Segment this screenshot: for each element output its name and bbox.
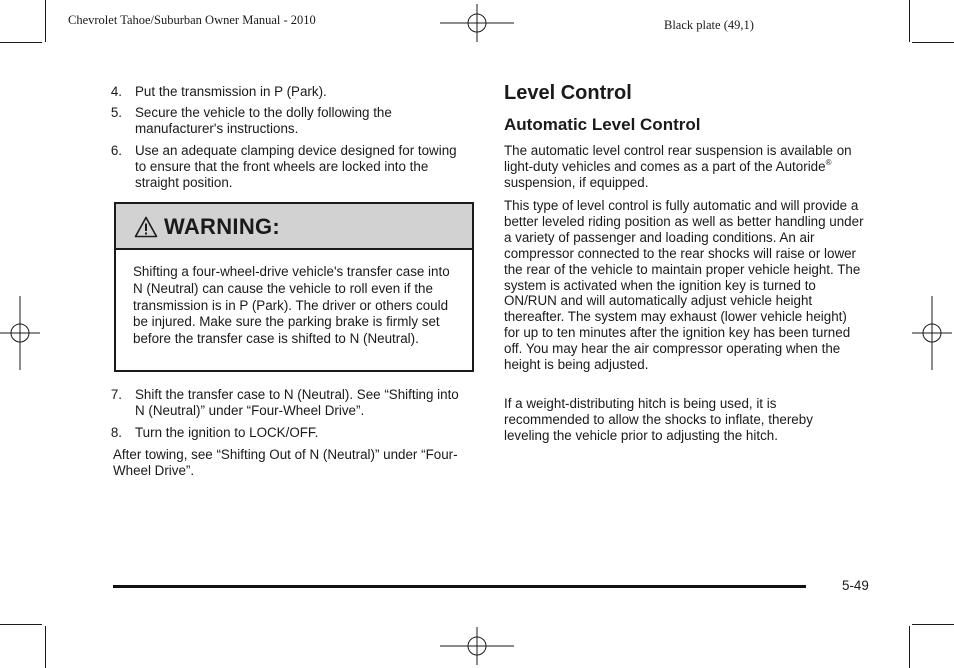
subsection-title: Automatic Level Control (504, 115, 701, 134)
crop-mark-top-left-h (0, 42, 42, 43)
crop-mark-top-right-h (912, 42, 954, 43)
paragraph-1: The automatic level control rear suspension is available on light-duty vehicles and comes as a part of the Autoride® suspension, if equipped. (504, 143, 852, 190)
registered-mark: ® (825, 157, 832, 167)
registration-mark-right-icon (912, 296, 952, 370)
manual-title: Chevrolet Tahoe/Suburban Owner Manual - 2010 (68, 13, 316, 27)
warning-text: Shifting a four-wheel-drive vehicle's transfer case into N (Neutral) can cause the vehicle to roll even if the transmission is in P (Park). The driver or others could be injured. Make sure the parking brake is firmly set before the transfer case is shifted to N (Neutral). (133, 264, 450, 347)
crop-mark-bottom-left-v (45, 626, 46, 668)
crop-mark-bottom-left-h (0, 624, 42, 625)
page-number: 5-49 (842, 578, 869, 593)
footer-rule (113, 585, 806, 588)
warning-header (116, 204, 472, 250)
registration-mark-left-icon (0, 296, 40, 370)
warning-box (114, 202, 474, 372)
crop-mark-bottom-right-h (912, 624, 954, 625)
paragraph-2: This type of level control is fully automatic and will provide a better leveled riding position as well as better handling under a variety of passenger and loading conditions. An air compressor connected to the rear shocks will raise or lower the rear of the vehicle to maintain proper vehicle height. The system is activated when the ignition key is turned to ON/RUN and will automatically adjust vehicle height thereafter. The system may exhaust (lower vehicle height) for up to ten minutes after the ignition key has been turned off. You may hear the air compressor operating when the height is being adjusted. (504, 198, 864, 373)
registration-mark-bottom-icon (440, 627, 514, 665)
after-towing-text: After towing, see “Shifting Out of N (Neutral)” under “Four-Wheel Drive”. (113, 447, 458, 478)
crop-mark-top-right-v (909, 0, 910, 42)
section-title: Level Control (504, 82, 632, 104)
crop-mark-top-left-v (45, 0, 46, 42)
paragraph-3: If a weight-distributing hitch is being used, it is recommended to allow the shocks to inflate, thereby leveling the vehicle prior to adjusting the hitch. (504, 396, 813, 443)
warning-title: WARNING: (164, 214, 281, 239)
plate-label: Black plate (49,1) (664, 18, 754, 32)
registration-mark-top-icon (440, 4, 514, 42)
warning-triangle-icon (134, 216, 158, 238)
crop-mark-bottom-right-v (909, 626, 910, 668)
